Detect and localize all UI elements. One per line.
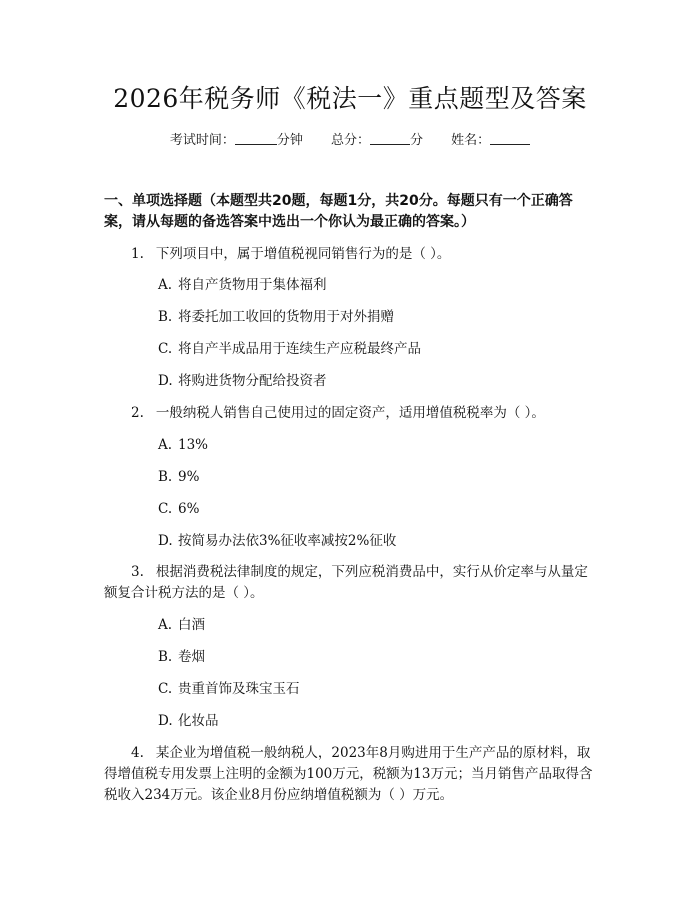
option-letter: C. <box>158 681 173 697</box>
option-text: 将自产货物用于集体福利 <box>178 277 327 293</box>
option-letter: D. <box>158 713 173 729</box>
question-number: 4. <box>131 745 144 761</box>
question-2-option-b[interactable] <box>158 467 199 487</box>
option-text: 贵重首饰及珠宝玉石 <box>178 681 300 697</box>
question-1-option-a[interactable] <box>158 275 327 295</box>
question-3 <box>104 562 596 604</box>
question-text: 下列项目中，属于增值税视同销售行为的是（ ）。 <box>155 246 451 262</box>
question-4 <box>104 743 596 806</box>
option-letter: D. <box>158 533 173 549</box>
name-blank[interactable] <box>490 132 530 145</box>
option-letter: A. <box>158 277 173 293</box>
option-letter: C. <box>158 341 173 357</box>
question-3-option-d[interactable] <box>158 711 219 731</box>
exam-time-field <box>170 133 303 148</box>
total-score-label: 总分： <box>330 133 370 148</box>
option-text: 将自产半成品用于连续生产应税最终产品 <box>178 341 421 357</box>
option-letter: B. <box>158 309 173 325</box>
exam-time-unit: 分钟 <box>276 133 303 148</box>
option-text: 按简易办法依3%征收率减按2%征收 <box>178 533 397 549</box>
option-text: 9% <box>178 469 200 485</box>
exam-time-label: 考试时间： <box>169 133 235 148</box>
question-text: 某企业为增值税一般纳税人，2023年8月购进用于生产产品的原材料，取得增值税专用发票上注明的金额为100万元，税额为13万元；当月销售产品取得含税收入234万元。该企业8月份应纳增值税额为（ ）万元。 <box>104 745 593 803</box>
exam-time-blank[interactable] <box>235 132 277 145</box>
option-letter: A. <box>158 617 173 633</box>
document-title: 2026年税务师《税法一》重点题型及答案 <box>113 84 587 113</box>
question-1-option-b[interactable] <box>158 307 394 327</box>
question-3-option-b[interactable] <box>158 647 205 667</box>
option-letter: B. <box>158 649 173 665</box>
name-label: 姓名： <box>451 133 491 148</box>
option-text: 卷烟 <box>178 649 205 665</box>
name-field <box>451 133 530 148</box>
exam-meta-line <box>0 131 700 151</box>
option-text: 13% <box>178 437 209 453</box>
option-text: 白酒 <box>178 617 205 633</box>
section-heading: 一、单项选择题（本题型共20题，每题1分，共20分。每题只有一个正确答案，请从每题的备选答案中选出一个你认为最正确的答案。） <box>104 193 573 230</box>
option-letter: D. <box>158 373 173 389</box>
question-3-option-c[interactable] <box>158 679 300 699</box>
question-1 <box>104 244 596 265</box>
question-number: 3. <box>131 564 144 580</box>
question-2-option-d[interactable] <box>158 531 396 551</box>
question-number: 2. <box>131 405 144 421</box>
option-letter: B. <box>158 469 173 485</box>
question-text: 根据消费税法律制度的规定，下列应税消费品中，实行从价定率与从量定额复合计税方法的是（ ）。 <box>104 564 588 601</box>
total-score-blank[interactable] <box>370 132 410 145</box>
question-2-option-a[interactable] <box>158 435 208 455</box>
option-letter: A. <box>158 437 173 453</box>
question-3-option-a[interactable] <box>158 615 205 635</box>
option-letter: C. <box>158 501 173 517</box>
option-text: 6% <box>178 501 200 517</box>
question-2 <box>104 403 596 424</box>
question-1-option-c[interactable] <box>158 339 421 359</box>
option-text: 将购进货物分配给投资者 <box>178 373 327 389</box>
question-2-option-c[interactable] <box>158 499 199 519</box>
question-1-option-d[interactable] <box>158 371 327 391</box>
total-score-unit: 分 <box>410 133 424 148</box>
option-text: 将委托加工收回的货物用于对外捐赠 <box>178 309 394 325</box>
question-text: 一般纳税人销售自己使用过的固定资产，适用增值税税率为（ ）。 <box>155 405 545 421</box>
question-number: 1. <box>131 246 144 262</box>
total-score-field <box>331 133 423 148</box>
option-text: 化妆品 <box>178 713 219 729</box>
